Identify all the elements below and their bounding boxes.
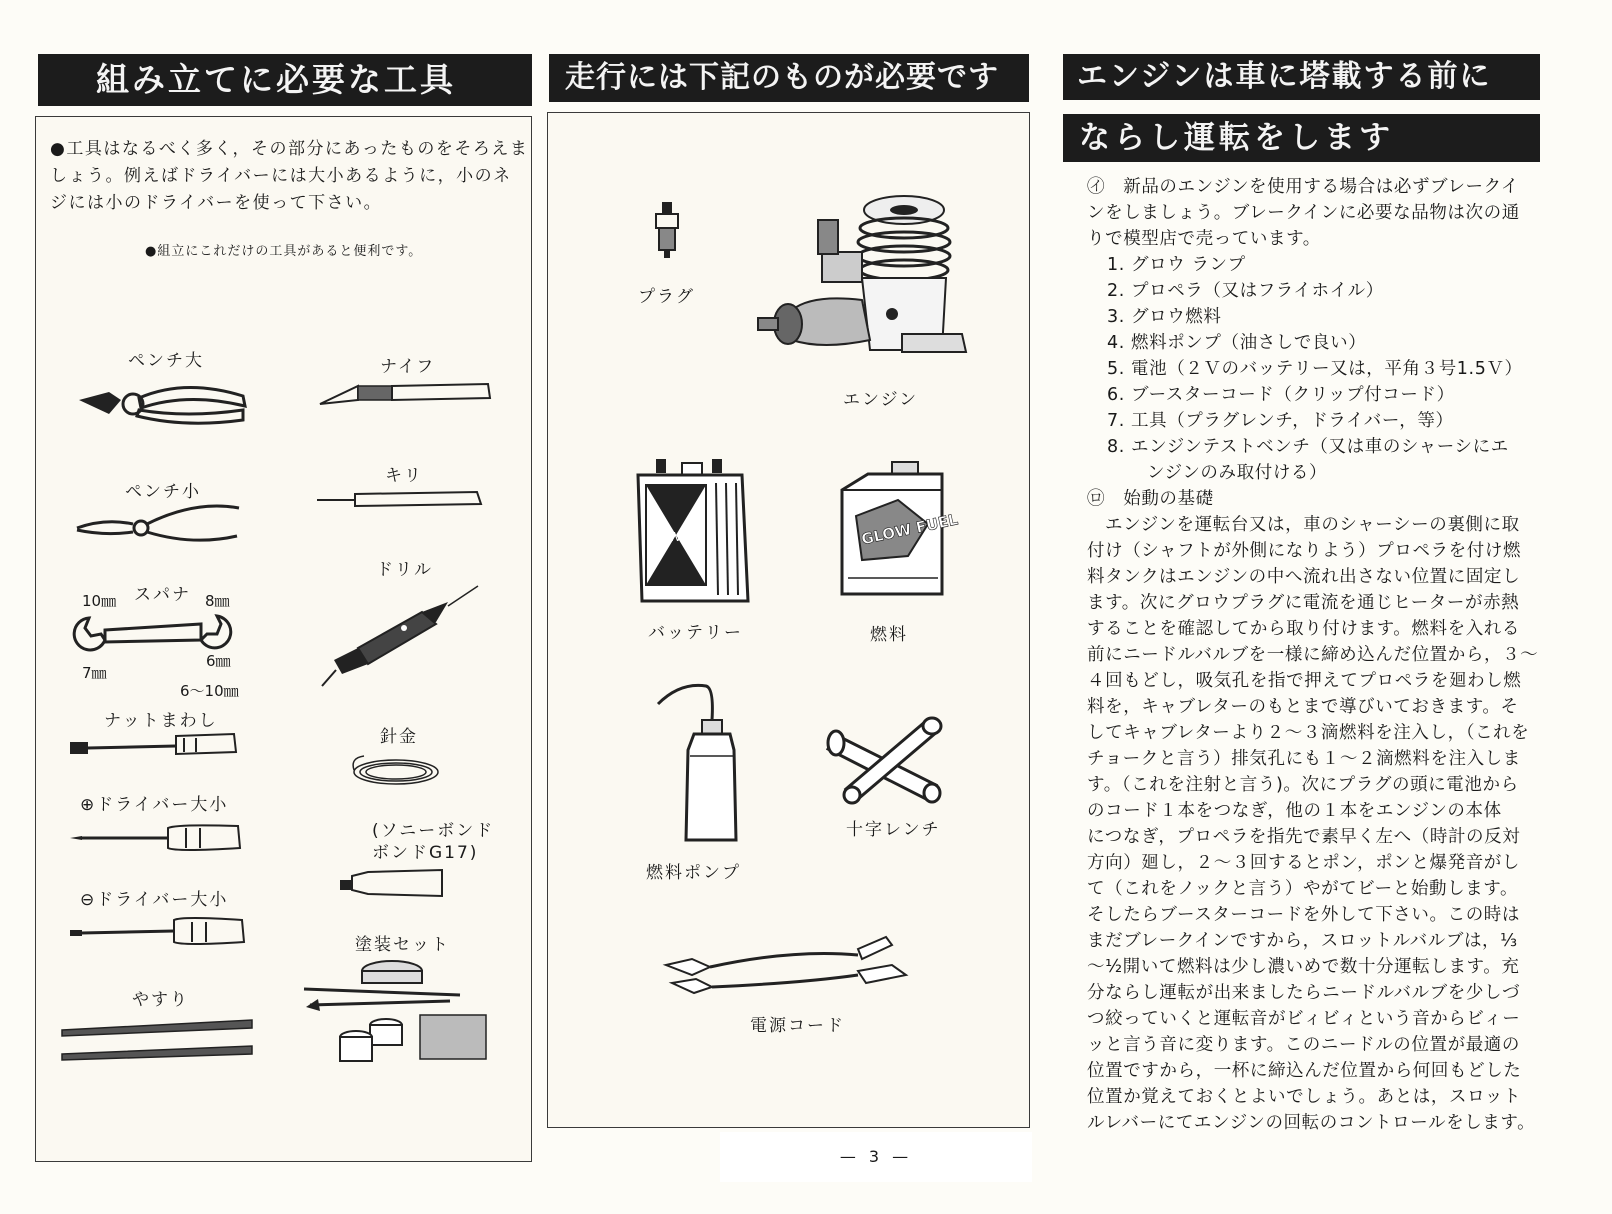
- startup-text-line: 〜½開いて燃料は少し濃いめで数十分運転します。充: [1087, 957, 1520, 977]
- list-item-text: グロウ ランプ: [1131, 255, 1246, 275]
- startup-text-line: 位置か覚えておくとよいでしょう。あとは，スロット: [1087, 1087, 1522, 1107]
- fuel-can-icon: [838, 460, 960, 610]
- list-item-number: 6.: [1107, 385, 1125, 405]
- label-spanner: スパナ: [134, 585, 191, 605]
- spanner-size-6: 6㎜: [206, 652, 231, 670]
- label-plug: プラグ: [638, 287, 695, 307]
- list-item-text: ブースターコード（クリップ付コード）: [1131, 385, 1455, 405]
- middle-title: 走行には下記のものが必要です: [565, 60, 999, 95]
- startup-text-line: 位置ですから，一杯に締込んだ位置から何回もどした: [1087, 1061, 1522, 1081]
- breakin-list-item: [1087, 252, 1590, 278]
- left-title: 組み立てに必要な工具: [96, 60, 456, 99]
- tools-note: ●組立にこれだけの工具があると便利です。: [145, 244, 423, 259]
- flathead-driver-icon: [68, 916, 248, 948]
- breakin-list-item: [1087, 278, 1590, 304]
- list-item-number: 8.: [1107, 437, 1125, 457]
- label-engine: エンジン: [843, 390, 919, 410]
- startup-text-line: ４回もどし，吸気孔を指で押えてプロペラを廻わし燃: [1087, 671, 1522, 691]
- pliers-small-icon: [75, 500, 245, 550]
- middle-title-band: [549, 54, 1029, 102]
- drill-icon: [318, 582, 483, 692]
- startup-text-line: て（これをノックと言う）やがてビーと始動します。: [1087, 879, 1519, 899]
- label-wire: 針金: [380, 727, 418, 747]
- startup-text-line: ッと言う音に変ります。このニードルの位置が最適の: [1087, 1035, 1520, 1055]
- list-item-text: 電池（２Ｖのバッテリー又は，平角３号1.5Ｖ）: [1131, 359, 1523, 379]
- section2-heading: [1087, 486, 1590, 512]
- pliers-large-icon: [75, 370, 255, 432]
- breakin-list-item: [1087, 330, 1590, 356]
- nut-driver-icon: [68, 730, 238, 760]
- list-item-number: 5.: [1107, 359, 1125, 379]
- label-fuel-pump: 燃料ポンプ: [646, 863, 741, 883]
- breakin-list-item: [1087, 356, 1590, 382]
- section2-title: 始動の基礎: [1123, 489, 1214, 509]
- label-power-cord: 電源コード: [750, 1016, 845, 1036]
- breakin-list-item: [1087, 304, 1590, 330]
- label-awl: キリ: [385, 466, 423, 486]
- glow-plug-icon: [650, 200, 684, 262]
- spanner-size-7: 7㎜: [82, 664, 107, 682]
- battery-mark-text: EV: [666, 530, 682, 544]
- cross-wrench-icon: [826, 715, 951, 805]
- tools-intro: ●工具はなるべく多く，その部分にあったものをそろえましょう。例えばドライバーには大小あるように，小のネジには小のドライバーを使って下さい。: [50, 139, 529, 213]
- bond-tube-icon: [338, 866, 448, 902]
- startup-text-line: まだブレークインですから，スロットルバルブは，⅓: [1087, 931, 1518, 951]
- power-cord-icon: [662, 935, 912, 1005]
- label-phillips-driver: ⊕ドライバー大小: [80, 795, 229, 815]
- startup-text-line: エンジンを運転台又は，車のシャーシーの裏側に取: [1105, 515, 1520, 535]
- startup-text-line: 方向）廻し，２〜３回するとポン，ポンと爆発音がし: [1087, 853, 1520, 873]
- label-cross-wrench: 十字レンチ: [846, 820, 941, 840]
- startup-text-line: そしたらブースターコードを外して下さい。この時は: [1087, 905, 1520, 925]
- battery-icon: [632, 455, 752, 610]
- section1-line-2: ンをしましょう。ブレークインに必要な品物は次の通: [1087, 203, 1520, 223]
- startup-text-line: 分ならし運転が出来ましたらニードルバルブを少しづ: [1087, 983, 1521, 1003]
- startup-text-line: ルレバーにてエンジンの回転のコントロールをします。: [1087, 1113, 1536, 1133]
- knife-icon: [318, 380, 493, 414]
- section2-mark: ㋺: [1087, 489, 1106, 509]
- spanner-size-8: 8㎜: [205, 592, 230, 610]
- list-item-number: 2.: [1107, 281, 1125, 301]
- list-item-number: 4.: [1107, 333, 1125, 353]
- awl-icon: [315, 488, 485, 510]
- list-item-text: プロペラ（又はフライホイル）: [1131, 281, 1384, 301]
- list-item-number: 1.: [1107, 255, 1125, 275]
- list-item-number: 7.: [1107, 411, 1125, 431]
- list-item-text: エンジンテストベンチ（又は車のシャーシにエ: [1131, 437, 1509, 457]
- label-nut-driver: ナットまわし: [104, 711, 218, 731]
- startup-text-line: 料タンクはエンジンの中へ流れ出さない位置に固定し: [1087, 567, 1521, 587]
- section1-line-3: りで模型店で売っています。: [1087, 229, 1321, 249]
- right-title-band-2: [1063, 114, 1540, 162]
- engine-icon: [752, 190, 982, 380]
- spanner-size-10: 10㎜: [82, 592, 117, 610]
- startup-text-line: することを確認してから取り付けます。燃料を入れる: [1087, 619, 1520, 639]
- breakin-items-list: [1087, 252, 1590, 486]
- label-knife: ナイフ: [380, 357, 436, 377]
- list-item-number: [1087, 460, 1147, 486]
- page-number: — 3 —: [720, 1132, 1032, 1182]
- label-file: やすり: [132, 990, 189, 1010]
- breakin-list-item: [1087, 408, 1590, 434]
- startup-text-line: す。（これを注射と言う)。次にプラグの頭に電池から: [1087, 775, 1519, 795]
- label-drill: ドリル: [376, 560, 433, 580]
- startup-body: [1087, 512, 1590, 1136]
- startup-text-line: チョークと言う）排気孔にも１〜２滴燃料を注入しま: [1087, 749, 1521, 769]
- breakin-list-item: [1087, 382, 1590, 408]
- breakin-section: [1087, 174, 1590, 1136]
- fuel-can-label-text: GLOW FUEL: [859, 510, 960, 549]
- right-title-line2: ならし運転をします: [1079, 120, 1394, 156]
- section1-mark: ㋑: [1087, 177, 1106, 197]
- label-pliers-small: ペンチ小: [125, 482, 201, 502]
- list-item-text: グロウ燃料: [1131, 307, 1222, 327]
- left-title-band: [38, 54, 532, 106]
- list-item-text: 工具（プラグレンチ，ドライバー，等）: [1131, 411, 1454, 431]
- startup-text-line: 付け（シャフトが外側になりよう）プロペラを付け燃: [1087, 541, 1522, 561]
- startup-text-line: 料を，キャブレターのもとまで導びいておきます。そ: [1087, 697, 1519, 717]
- breakin-list-item: [1087, 460, 1590, 486]
- startup-text-line: してキャブレターより２〜３滴燃料を注入し，（これを: [1087, 723, 1530, 743]
- spanner-size-range: 6〜10㎜: [180, 682, 239, 700]
- section1-line-1: ㋑ 新品のエンジンを使用する場合は必ずブレークイ: [1087, 177, 1519, 197]
- label-bond: (ソニーボンド ボンドG17): [372, 821, 495, 863]
- startup-text-line: につなぎ，プロペラを指先で素早く左へ（時計の反対: [1087, 827, 1521, 847]
- file-icon: [58, 1012, 258, 1068]
- list-item-text: 燃料ポンプ（油さしで良い）: [1131, 333, 1367, 353]
- phillips-driver-icon: [68, 822, 243, 852]
- list-item-number: 3.: [1107, 307, 1125, 327]
- label-flathead-driver: ⊖ドライバー大小: [80, 890, 229, 910]
- fuel-pump-icon: [650, 680, 740, 850]
- paint-set-icon: [300, 955, 500, 1075]
- right-title-band-1: [1063, 54, 1540, 100]
- startup-text-line: のコード１本をつなぎ，他の１本をエンジンの本体: [1087, 801, 1502, 821]
- label-battery: バッテリー: [648, 623, 743, 643]
- wire-coil-icon: [348, 748, 448, 794]
- breakin-list-item: [1087, 434, 1590, 460]
- startup-text-line: 前にニードルバルブを一様に締め込んだ位置から，３〜: [1087, 645, 1539, 665]
- label-paint-set: 塗装セット: [355, 935, 450, 955]
- label-fuel: 燃料: [870, 625, 908, 645]
- startup-text-line: ます。次にグロウプラグに電流を通じヒーターが赤熱: [1087, 593, 1520, 613]
- label-pliers-large: ペンチ大: [128, 351, 204, 371]
- list-item-text: ンジンのみ取付ける）: [1147, 463, 1328, 483]
- right-title-line1: エンジンは車に塔載する前に: [1077, 59, 1492, 94]
- startup-text-line: つ絞っていくと運転音がビィビィという音からビィー: [1087, 1009, 1521, 1029]
